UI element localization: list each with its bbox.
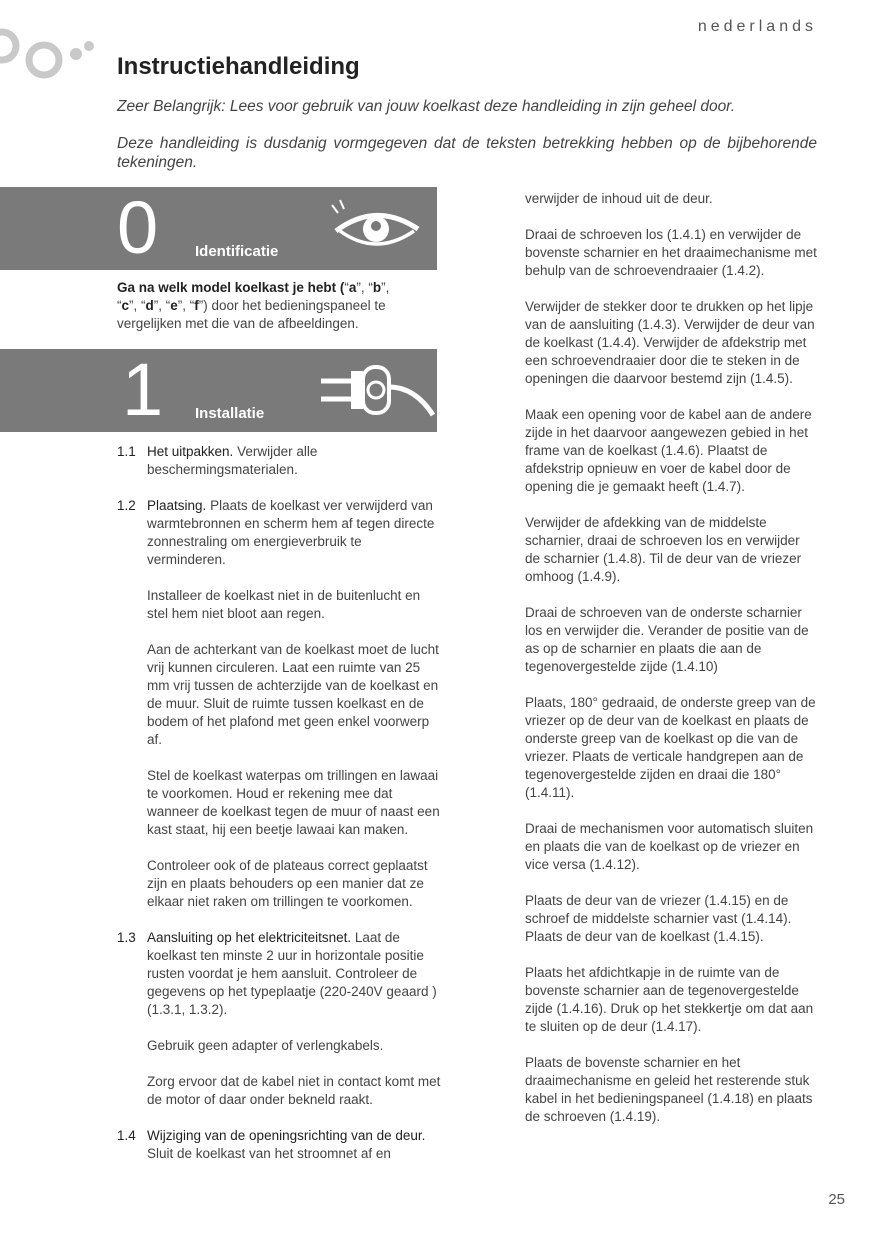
section-0-label: Identificatie [195, 243, 279, 260]
right-para: Plaats, 180° gedraaid, de onderste greep van de vriezer op de deur van de koelkast en plaats de onderste greep van de koelkast op die van de vriezer. Plaats de verticale handgrepen aan de tegenovergestelde zijden en draai die 180° (1.4.11). [525, 695, 816, 800]
item-1-4: 1.4 Wijziging van de openingsrichting van de deur. Sluit de koelkast van het stroomnet af en [117, 1128, 426, 1161]
installation-right-column [525, 190, 817, 1144]
brand-logo-icon [0, 20, 100, 100]
right-para: Maak een opening voor de kabel aan de andere zijde in het daarvoor aangewezen gebied in het frame van de koelkast (1.4.6). Plaatst de afdekstrip opnieuw en voer de kabel door de opening die je gemaakt heeft (1.4.7). [525, 407, 812, 494]
section-1-number: 1 [122, 348, 164, 431]
section-1-label: Installatie [195, 405, 265, 422]
language-label: nederlands [697, 18, 817, 35]
right-para: Plaats de bovenste scharnier en het draaimechanisme en geleid het resterende stuk kabel in het bedieningspaneel (1.4.18) en plaats de schroeven (1.4.19). [525, 1055, 813, 1124]
right-para: Plaats het afdichtkapje in de ruimte van de bovenste scharnier aan de tegenovergestelde zijde (1.4.16). Druk op het stekkertje om dat aan te sluiten op de deur (1.4.17). [525, 965, 814, 1034]
section-0-header [0, 187, 437, 270]
right-para: verwijder de inhoud uit de deur. [525, 191, 713, 206]
eye-icon [330, 197, 425, 257]
item-1-1: 1.1 Het uitpakken. Verwijder alle beschermingsmaterialen. [117, 444, 318, 477]
installation-left-column [117, 443, 442, 1181]
right-para: Draai de schroeven los (1.4.1) en verwijder de bovenste scharnier en het draaimechanisme met behulp van de schroevendraaier (1.4.2). [525, 227, 817, 278]
identification-text: Ga na welk model koelkast je hebt (“a”, “b”, “c”, “d”, “e”, “f”) door het bedieningspaneel te vergelijken met die van de afbeeldingen. [117, 280, 390, 331]
right-para: Plaats de deur van de vriezer (1.4.15) en de schroef de middelste scharnier vast (1.4.14). Plaats de deur van de koelkast (1.4.15). [525, 893, 792, 944]
right-para: Draai de mechanismen voor automatisch sluiten en plaats die van de koelkast op de vriezer en vice versa (1.4.12). [525, 821, 814, 872]
right-para: Draai de schroeven van de onderste scharnier los en verwijder die. Verander de positie van de as op de scharnier en plaats die aan de tegenovergestelde zijde (1.4.10) [525, 605, 809, 674]
intro-manual-layout: Deze handleiding is dusdanig vormgegeven dat de teksten betrekking hebben op de bijbehorende tekeningen. [117, 135, 817, 171]
plug-icon [315, 361, 435, 421]
section-0-number: 0 [117, 186, 159, 269]
right-para: Verwijder de afdekking van de middelste scharnier, draai de schroeven los en verwijder de scharnier (1.4.8). Til de deur van de vriezer omhoog (1.4.9). [525, 515, 802, 584]
intro-important: Zeer Belangrijk: Lees voor gebruik van jouw koelkast deze handleiding in zijn geheel door. [117, 98, 736, 115]
item-1-2: 1.2 Plaatsing. Plaats de koelkast ver verwijderd van warmtebronnen en scherm hem af tegen directe zonnestraling om energieverbruik te verminderen. Installeer de koelkast niet in de buitenlucht en stel hem niet bloot aan regen. Aan de achterkant van de koelkast moet de lucht vrij kunnen circuleren. Laat een ruimte van 25 mm vrij tussen de achterzijde van de koelkast en de muur. Sluit de ruimte tussen koelkast en de bodem of het plafond met geen enkel voorwerp af. Stel de koelkast waterpas om trillingen en lawaai te voorkomen. Houd er rekening mee dat wanneer de koelkast tegen de muur of naast een kast staat, hij een beetje lawaai kan maken. Controleer ook of de plateaus correct geplaatst zijn en plaats behouders op een manier dat ze elkaar niet raken om trillingen te voorkomen. [117, 498, 440, 909]
page-number: 25 [828, 1191, 845, 1208]
item-1-3: 1.3 Aansluiting op het elektriciteitsnet. Laat de koelkast ten minste 2 uur in horizontale positie rusten voordat je hem aansluit. Controleer de gegevens op het typeplaatje (220-240V geaard ) (1.3.1, 1.3.2). Gebruik geen adapter of verlengkabels. Zorg ervoor dat de kabel niet in contact komt met de motor of daar onder bekneld raakt. [117, 930, 441, 1107]
right-para: Verwijder de stekker door te drukken op het lipje van de aansluiting (1.4.3). Verwijder de deur van de koelkast (1.4.4). Verwijder de afdekstrip met een schroevendraaier door die te steken in de openingen die daarvoor bestemd zijn (1.4.5). [525, 299, 815, 386]
section-1-header [0, 349, 437, 432]
page-title: Instructiehandleiding [117, 53, 360, 80]
